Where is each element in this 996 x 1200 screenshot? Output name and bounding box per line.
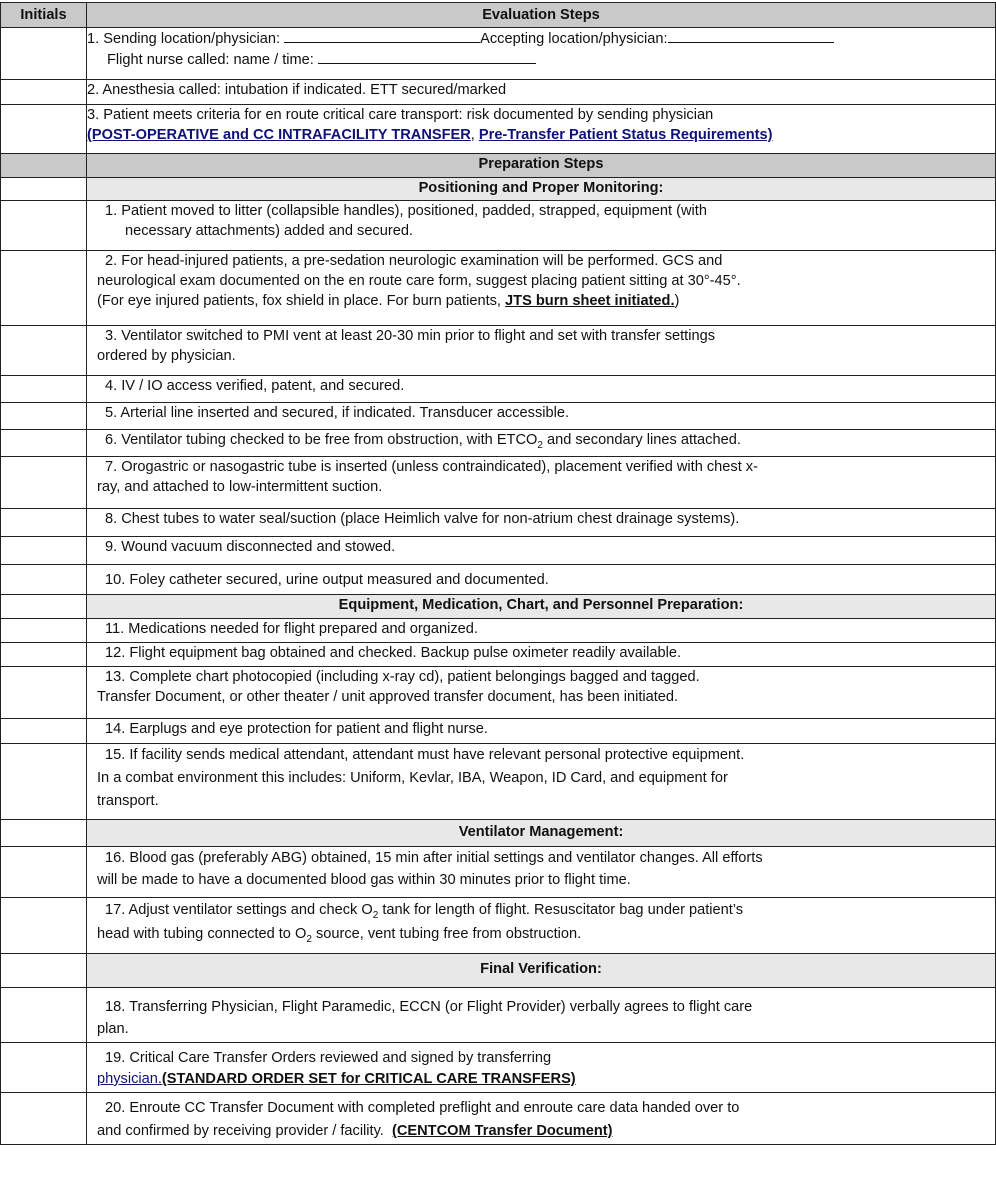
table-row <box>1 201 996 251</box>
centcom-transfer-document-link[interactable]: (CENTCOM Transfer Document) <box>391 1123 613 1139</box>
subsection-row <box>1 595 996 619</box>
table-row <box>1 403 996 430</box>
link-separator: , <box>470 127 475 143</box>
step-line: necessary attachments) added and secured. <box>125 223 413 239</box>
subscript: 2 <box>306 933 312 945</box>
step-line: 17. Adjust ventilator settings and check O <box>105 902 373 918</box>
final-verification-header: Final Verification: <box>87 954 996 988</box>
initials-cell[interactable] <box>1 251 87 326</box>
equipment-preparation-header: Equipment, Medication, Chart, and Personnel Preparation: <box>87 595 996 619</box>
transfer-checklist-table <box>0 2 996 1145</box>
table-row <box>1 509 996 537</box>
initials-cell[interactable] <box>1 376 87 403</box>
preparation-steps-header: Preparation Steps <box>87 154 996 178</box>
ventilator-step-17 <box>87 898 996 954</box>
preparation-step-6 <box>87 430 996 457</box>
step-line: tank for length of flight. Resuscitator bag under patient’s <box>378 902 744 918</box>
step-line: and confirmed by receiving provider / facility. <box>97 1123 392 1139</box>
preparation-step-7 <box>87 457 996 509</box>
initials-cell[interactable] <box>1 954 87 988</box>
step-line: and secondary lines attached. <box>542 432 741 448</box>
table-row <box>1 537 996 565</box>
step-line: 3. Ventilator switched to PMI vent at least 20-30 min prior to flight and set with transfer settings <box>105 328 715 344</box>
initials-cell[interactable] <box>1 457 87 509</box>
initials-cell[interactable] <box>1 744 87 820</box>
flight-nurse-blank[interactable] <box>318 49 536 64</box>
table-row <box>1 326 996 376</box>
step-line: 20. Enroute CC Transfer Document with completed preflight and enroute care data handed over to <box>105 1100 740 1116</box>
initials-cell[interactable] <box>1 643 87 667</box>
evaluation-steps-header: Evaluation Steps <box>87 3 996 28</box>
preparation-step-3 <box>87 326 996 376</box>
step-line: 7. Orogastric or nasogastric tube is inserted (unless contraindicated), placement verified with chest x- <box>105 459 758 475</box>
pre-transfer-requirements-link[interactable]: Pre-Transfer Patient Status Requirements) <box>478 127 773 143</box>
step-line: head with tubing connected to O <box>97 926 307 942</box>
evaluation-step-1 <box>87 28 996 80</box>
subsection-row <box>1 178 996 201</box>
initials-cell[interactable] <box>1 28 87 80</box>
evaluation-step-2: 2. Anesthesia called: intubation if indicated. ETT secured/marked <box>87 80 996 105</box>
initials-cell[interactable] <box>1 201 87 251</box>
table-row <box>1 744 996 820</box>
evaluation-step-3-text: 3. Patient meets criteria for en route critical care transport: risk documented by sending physician <box>87 107 714 123</box>
step-line: (For eye injured patients, fox shield in place. For burn patients, <box>97 293 501 309</box>
step-line: 13. Complete chart photocopied (including x-ray cd), patient belongings bagged and tagged. <box>105 669 700 685</box>
initials-cell <box>1 154 87 178</box>
initials-cell[interactable] <box>1 667 87 719</box>
initials-cell[interactable] <box>1 595 87 619</box>
accepting-physician-blank[interactable] <box>668 28 834 43</box>
table-row <box>1 847 996 898</box>
accepting-label: Accepting location/physician: <box>480 31 668 47</box>
sending-physician-blank[interactable] <box>284 28 480 43</box>
evaluation-step-3 <box>87 105 996 154</box>
step-line: 15. If facility sends medical attendant, attendant must have relevant personal protective equipment. <box>105 747 745 763</box>
table-row <box>1 988 996 1043</box>
step-line: Transfer Document, or other theater / unit approved transfer document, has been initiated. <box>97 689 679 705</box>
initials-cell[interactable] <box>1 509 87 537</box>
table-row <box>1 80 996 105</box>
table-row <box>1 251 996 326</box>
preparation-step-5: 5. Arterial line inserted and secured, if indicated. Transducer accessible. <box>87 403 996 430</box>
step-line: neurological exam documented on the en route care form, suggest placing patient sitting at 30°-45°. <box>97 273 741 289</box>
subsection-row <box>1 820 996 847</box>
header-row <box>1 3 996 28</box>
preparation-step-9: 9. Wound vacuum disconnected and stowed. <box>87 537 996 565</box>
subsection-row <box>1 954 996 988</box>
jts-burn-sheet-link[interactable]: JTS burn sheet initiated. <box>505 293 675 309</box>
preparation-step-1 <box>87 201 996 251</box>
initials-cell[interactable] <box>1 988 87 1043</box>
table-row <box>1 376 996 403</box>
final-step-18 <box>87 988 996 1043</box>
section-row <box>1 154 996 178</box>
table-row <box>1 1093 996 1145</box>
final-step-19 <box>87 1043 996 1093</box>
step-line: 1. Patient moved to litter (collapsible handles), positioned, padded, strapped, equipment (with <box>105 203 707 219</box>
preparation-step-10: 10. Foley catheter secured, urine output measured and documented. <box>87 565 996 595</box>
ventilator-step-16 <box>87 847 996 898</box>
initials-cell[interactable] <box>1 403 87 430</box>
step-line: 18. Transferring Physician, Flight Paramedic, ECCN (or Flight Provider) verbally agrees to flight care <box>105 999 753 1015</box>
subscript: 2 <box>372 909 379 921</box>
table-row <box>1 430 996 457</box>
table-row <box>1 898 996 954</box>
step-line: source, vent tubing free from obstruction. <box>311 926 582 942</box>
table-row <box>1 719 996 744</box>
preparation-step-15 <box>87 744 996 820</box>
table-row <box>1 105 996 154</box>
table-row <box>1 619 996 643</box>
initials-cell[interactable] <box>1 1093 87 1145</box>
standard-order-set-link[interactable]: (STANDARD ORDER SET for CRITICAL CARE TRANSFERS) <box>161 1071 576 1087</box>
initials-cell[interactable] <box>1 619 87 643</box>
preparation-step-12: 12. Flight equipment bag obtained and checked. Backup pulse oximeter readily available. <box>87 643 996 667</box>
preparation-step-11: 11. Medications needed for flight prepared and organized. <box>87 619 996 643</box>
preparation-step-2 <box>87 251 996 326</box>
initials-cell[interactable] <box>1 326 87 376</box>
table-row <box>1 1043 996 1093</box>
ventilator-management-header: Ventilator Management: <box>87 820 996 847</box>
preparation-step-8: 8. Chest tubes to water seal/suction (place Heimlich valve for non-atrium chest drainage systems). <box>87 509 996 537</box>
step-line: transport. <box>97 793 159 809</box>
table-row <box>1 667 996 719</box>
initials-cell[interactable] <box>1 565 87 595</box>
initials-cell[interactable] <box>1 898 87 954</box>
step-line: plan. <box>97 1021 129 1037</box>
positioning-monitoring-header: Positioning and Proper Monitoring: <box>87 178 996 201</box>
step-line: will be made to have a documented blood gas within 30 minutes prior to flight time. <box>97 872 631 888</box>
preparation-step-4: 4. IV / IO access verified, patent, and secured. <box>87 376 996 403</box>
step-line: 6. Ventilator tubing checked to be free from obstruction, with ETCO <box>105 432 538 448</box>
subscript: 2 <box>537 439 543 451</box>
step-line: 19. Critical Care Transfer Orders reviewed and signed by transferring <box>105 1050 552 1066</box>
initials-cell[interactable] <box>1 1043 87 1093</box>
initials-cell[interactable] <box>1 430 87 457</box>
preparation-step-14: 14. Earplugs and eye protection for patient and flight nurse. <box>87 719 996 744</box>
initials-cell[interactable] <box>1 105 87 154</box>
final-step-20 <box>87 1093 996 1145</box>
table-row <box>1 28 996 80</box>
initials-cell[interactable] <box>1 537 87 565</box>
step-line: ray, and attached to low-intermittent suction. <box>97 479 383 495</box>
closing-paren: ) <box>674 293 680 309</box>
step-line: In a combat environment this includes: Uniform, Kevlar, IBA, Weapon, ID Card, and equipment for <box>97 770 728 786</box>
step-line: 2. For head-injured patients, a pre-sedation neurologic examination will be performed. GCS and <box>105 253 723 269</box>
sending-label: 1. Sending location/physician: <box>87 31 281 47</box>
preparation-step-13 <box>87 667 996 719</box>
step-line: 16. Blood gas (preferably ABG) obtained, 15 min after initial settings and ventilator changes. All efforts <box>105 850 763 866</box>
initials-cell[interactable] <box>1 80 87 105</box>
step-line: ordered by physician. <box>97 348 236 364</box>
initials-cell[interactable] <box>1 820 87 847</box>
table-row <box>1 643 996 667</box>
table-row <box>1 565 996 595</box>
initials-cell[interactable] <box>1 847 87 898</box>
physician-link[interactable]: physician. <box>97 1071 162 1087</box>
flight-nurse-label: Flight nurse called: name / time: <box>107 52 314 68</box>
post-operative-transfer-link[interactable]: (POST-OPERATIVE and CC INTRAFACILITY TRANSFER <box>87 127 471 143</box>
initials-column-header: Initials <box>1 3 87 28</box>
initials-cell[interactable] <box>1 719 87 744</box>
table-row <box>1 457 996 509</box>
initials-cell[interactable] <box>1 178 87 201</box>
